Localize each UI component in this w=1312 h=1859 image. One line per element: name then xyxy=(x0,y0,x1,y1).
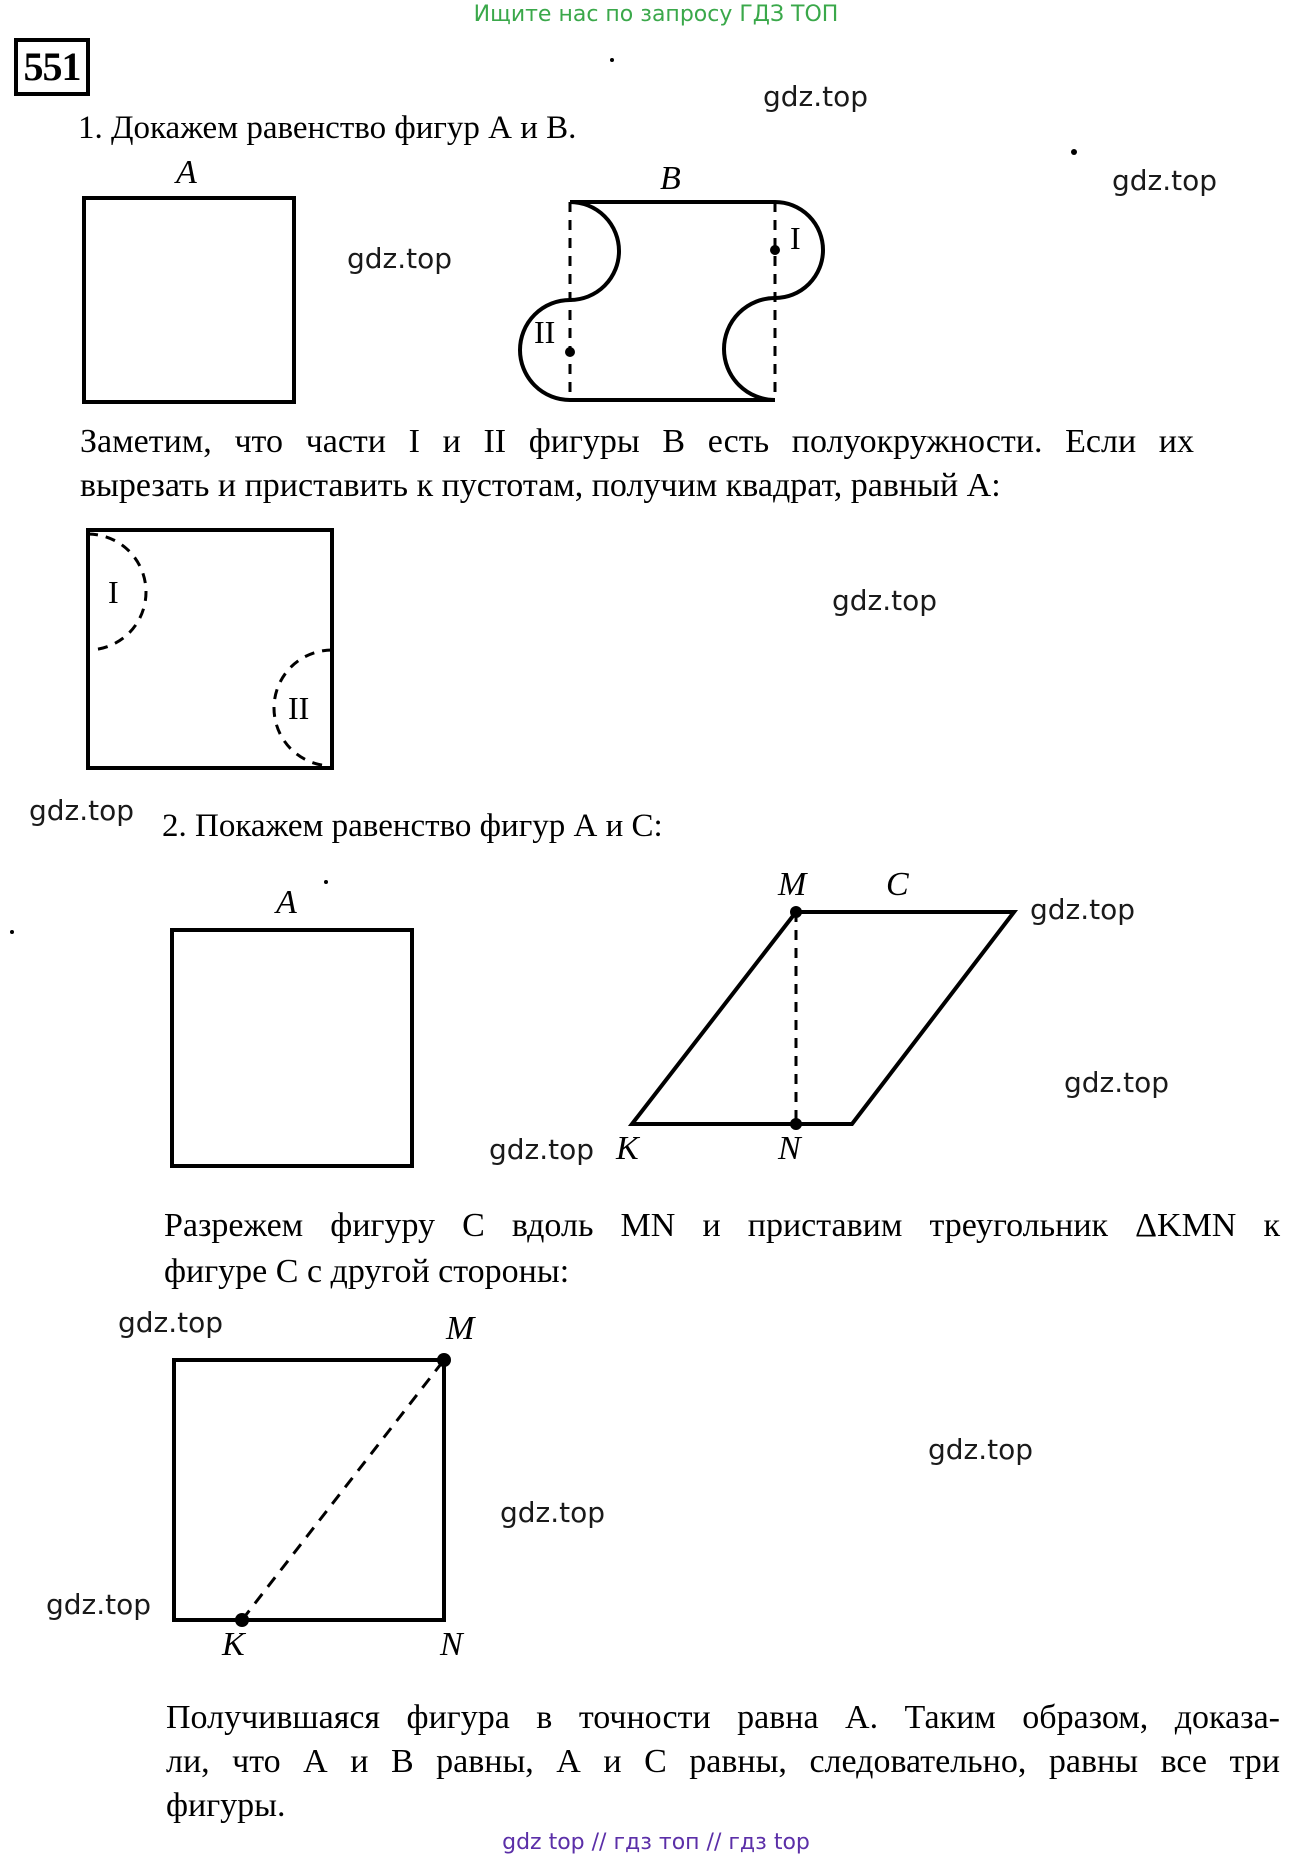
part2-text-line2: фигуре С с другой стороны: xyxy=(164,1253,570,1290)
label-i: I xyxy=(790,220,801,256)
watermark: gdz.top xyxy=(928,1433,1034,1466)
label-m: M xyxy=(778,866,807,903)
label-n: N xyxy=(778,1130,801,1167)
watermark: gdz.top xyxy=(1064,1066,1170,1099)
point-ii xyxy=(565,347,575,357)
problem-number: 551 xyxy=(14,38,90,96)
part2-text-line1: Разрежем фигуру С вдоль MN и приставим треугольник ΔKMN к xyxy=(164,1207,1280,1244)
label-i-square: I xyxy=(108,574,119,610)
watermark: gdz.top xyxy=(1112,164,1218,197)
watermark: gdz.top xyxy=(489,1133,595,1166)
label-ii: II xyxy=(534,314,556,350)
watermark: gdz.top xyxy=(347,242,453,275)
figure-b-shape xyxy=(520,202,823,400)
part1-text-line2: вырезать и приставить к пустотам, получим квадрат, равный А: xyxy=(80,467,1001,504)
point-n xyxy=(790,1118,802,1130)
label-n-final: N xyxy=(440,1626,463,1663)
footer-links[interactable]: gdz top // гдз топ // гдз top xyxy=(502,1830,810,1855)
label-k-final: K xyxy=(222,1626,245,1663)
rearranged-square xyxy=(88,530,332,768)
part1-text-line1: Заметим, что части I и II фигуры В есть полуокружности. Если их xyxy=(80,423,1194,460)
watermark: gdz.top xyxy=(500,1496,606,1529)
search-banner[interactable]: Ищите нас по запросу ГДЗ ТОП xyxy=(473,2,839,27)
conclusion-line1: Получившаяся фигура в точности равна А. Таким образом, доказа- xyxy=(166,1699,1280,1736)
part2-heading: 2. Покажем равенство фигур А и С: xyxy=(162,808,663,844)
watermark: gdz.top xyxy=(763,80,869,113)
label-k: K xyxy=(616,1130,639,1167)
figure-b-cut-lines xyxy=(570,202,775,400)
figure-a-square-1 xyxy=(84,198,294,402)
point-i xyxy=(770,245,780,255)
conclusion-line3: фигуры. xyxy=(166,1787,286,1824)
label-a-1: A xyxy=(176,154,197,191)
figure-a-square-2 xyxy=(172,930,412,1166)
conclusion-line2: ли, что А и В равны, А и С равны, следовательно, равны все три xyxy=(166,1743,1280,1780)
watermark: gdz.top xyxy=(832,584,938,617)
watermark: gdz.top xyxy=(1030,893,1136,926)
point-k xyxy=(235,1613,249,1627)
label-ii-square: II xyxy=(288,690,310,726)
point-m-final xyxy=(437,1353,451,1367)
point-m xyxy=(790,906,802,918)
diagonal-km xyxy=(242,1360,444,1620)
label-c: C xyxy=(886,866,909,903)
watermark: gdz.top xyxy=(46,1588,152,1621)
label-a-2: A xyxy=(276,884,297,921)
figure-c-parallelogram xyxy=(632,912,1014,1124)
final-square xyxy=(174,1360,444,1620)
part1-heading: 1. Докажем равенство фигур А и В. xyxy=(78,110,577,146)
label-b: B xyxy=(660,160,681,197)
watermark: gdz.top xyxy=(118,1306,224,1339)
label-m-final: M xyxy=(446,1310,475,1347)
watermark: gdz.top xyxy=(29,794,135,827)
dashed-semicircles xyxy=(88,534,332,766)
